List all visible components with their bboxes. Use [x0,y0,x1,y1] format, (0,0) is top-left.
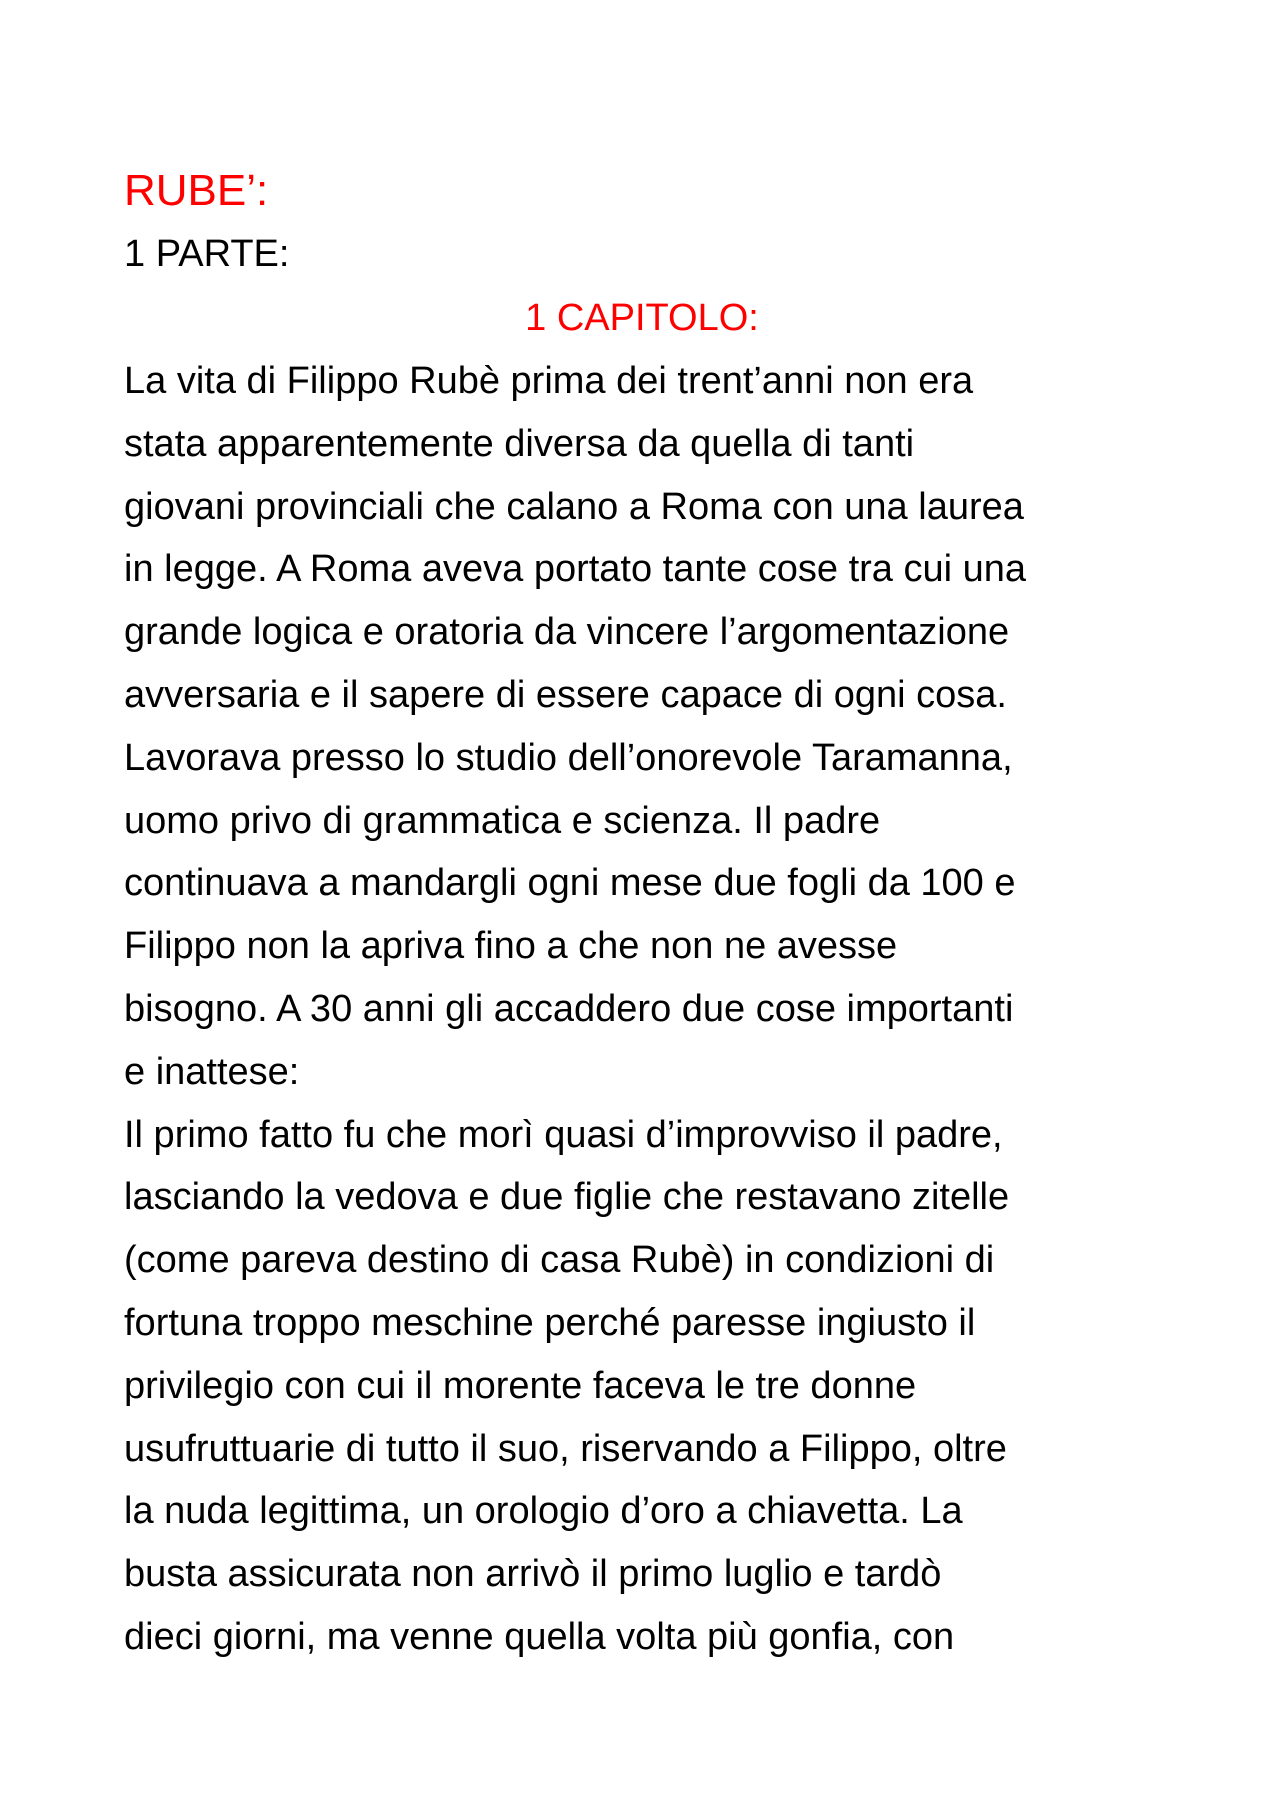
text-line: grande logica e oratoria da vincere l’argomentazione [124,611,1010,654]
text-line: e inattese: [124,1050,300,1093]
text-line: stata apparentemente diversa da quella di tanti [124,422,915,465]
chapter-heading: 1 CAPITOLO: [525,297,759,339]
text-line: La vita di Filippo Rubè prima dei trent’anni non era [124,360,974,402]
text-line: Il primo fatto fu che morì quasi d’improvviso il padre, [124,1113,1003,1156]
text-line: bisogno. A 30 anni gli accaddero due cose importanti [124,987,1014,1030]
document-title: RUBE’: [124,166,269,215]
text-line: in legge. A Roma aveva portato tante cose tra cui una [124,548,1027,591]
text-line: uomo privo di grammatica e scienza. Il padre [124,799,881,842]
body-text [124,350,1160,1669]
text-line: privilegio con cui il morente faceva le tre donne [124,1364,917,1407]
text-line: dieci giorni, ma venne quella volta più gonfia, con [124,1615,955,1658]
text-line: continuava a mandargli ogni mese due fogli da 100 e [124,862,1016,905]
text-line: la nuda legittima, un orologio d’oro a chiavetta. La [124,1490,963,1533]
text-line: avversaria e il sapere di essere capace di ogni cosa. [124,673,1007,716]
text-line: usufruttuarie di tutto il suo, riservando a Filippo, oltre [124,1427,1007,1470]
text-line: busta assicurata non arrivò il primo luglio e tardò [124,1553,942,1596]
part-heading: 1 PARTE: [124,233,290,275]
text-line: Lavorava presso lo studio dell’onorevole Taramanna, [124,736,1013,779]
text-line: giovani provinciali che calano a Roma con una laurea [124,485,1024,528]
text-line: (come pareva destino di casa Rubè) in condizioni di [124,1239,995,1282]
text-line: fortuna troppo meschine perché paresse ingiusto il [124,1301,976,1344]
text-line: Filippo non la apriva fino a che non ne avesse [124,925,898,968]
text-line: lasciando la vedova e due figlie che restavano zitelle [124,1176,1010,1219]
